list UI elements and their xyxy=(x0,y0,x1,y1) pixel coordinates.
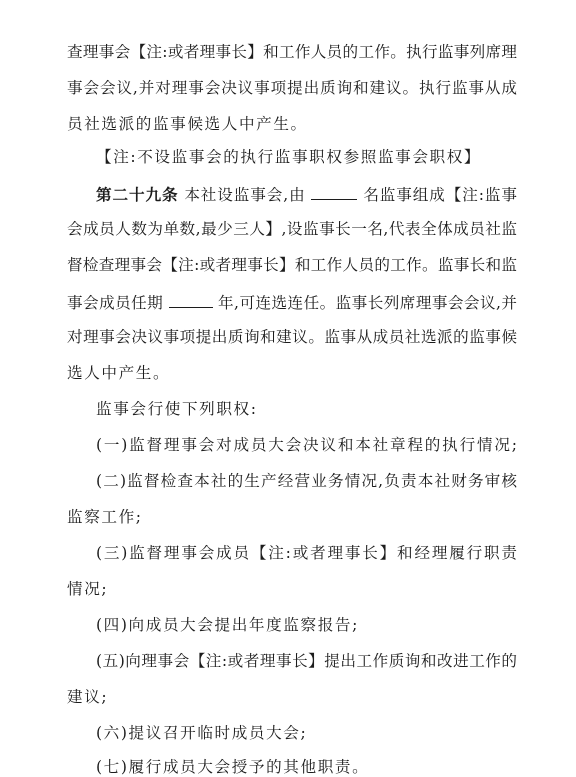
fill-in-blank[interactable] xyxy=(169,291,213,308)
paragraph-line: 事会会议,并对理事会决议事项提出质询和建议。执行监事从成 xyxy=(67,79,517,97)
fill-in-blank[interactable] xyxy=(311,183,357,200)
power-item: (二)监督检查本社的生产经营业务情况,负责本社财务审核 xyxy=(96,472,517,490)
article-29-line: 对理事会决议事项提出质询和建议。监事从成员社选派的监事候 xyxy=(67,328,517,346)
article-29-line: 会成员人数为单数,最少三人】,设监事长一名,代表全体成员社监 xyxy=(67,220,517,238)
power-item: (三)监督理事会成员【注:或者理事长】和经理履行职责 xyxy=(96,544,517,562)
power-item-continuation: 情况; xyxy=(67,580,109,598)
article-29-heading: 第二十九条 xyxy=(96,185,179,204)
power-item: (七)履行成员大会授予的其他职责。 xyxy=(96,758,370,776)
power-item: (四)向成员大会提出年度监察报告; xyxy=(96,616,359,634)
power-item-continuation: 监察工作; xyxy=(67,508,143,526)
power-item-continuation: 建议; xyxy=(67,688,109,706)
article-29-text: 年,可连选连任。监事长列席理事会会议,并 xyxy=(218,294,517,312)
article-29-line-4 xyxy=(67,291,517,313)
power-item: (一)监督理事会对成员大会决议和本社章程的执行情况; xyxy=(96,436,517,454)
article-29-text: 本社设监事会,由 xyxy=(184,186,306,204)
power-item: (六)提议召开临时成员大会; xyxy=(96,724,308,742)
paragraph-line: 查理事会【注:或者理事长】和工作人员的工作。执行监事列席理 xyxy=(67,43,517,61)
article-29-line-1 xyxy=(96,183,517,205)
article-29-text: 名监事组成【注:监事 xyxy=(363,186,517,204)
power-item: (五)向理事会【注:或者理事长】提出工作质询和改进工作的 xyxy=(96,652,517,670)
powers-intro: 监事会行使下列职权: xyxy=(96,400,258,418)
article-29-text: 事会成员任期 xyxy=(67,294,164,312)
note-line: 【注:不设监事会的执行监事职权参照监事会职权】 xyxy=(96,148,482,166)
article-29-line: 选人中产生。 xyxy=(67,364,171,382)
article-29-line: 督检查理事会【注:或者理事长】和工作人员的工作。监事长和监 xyxy=(67,256,517,274)
paragraph-line: 员社选派的监事候选人中产生。 xyxy=(67,115,308,133)
